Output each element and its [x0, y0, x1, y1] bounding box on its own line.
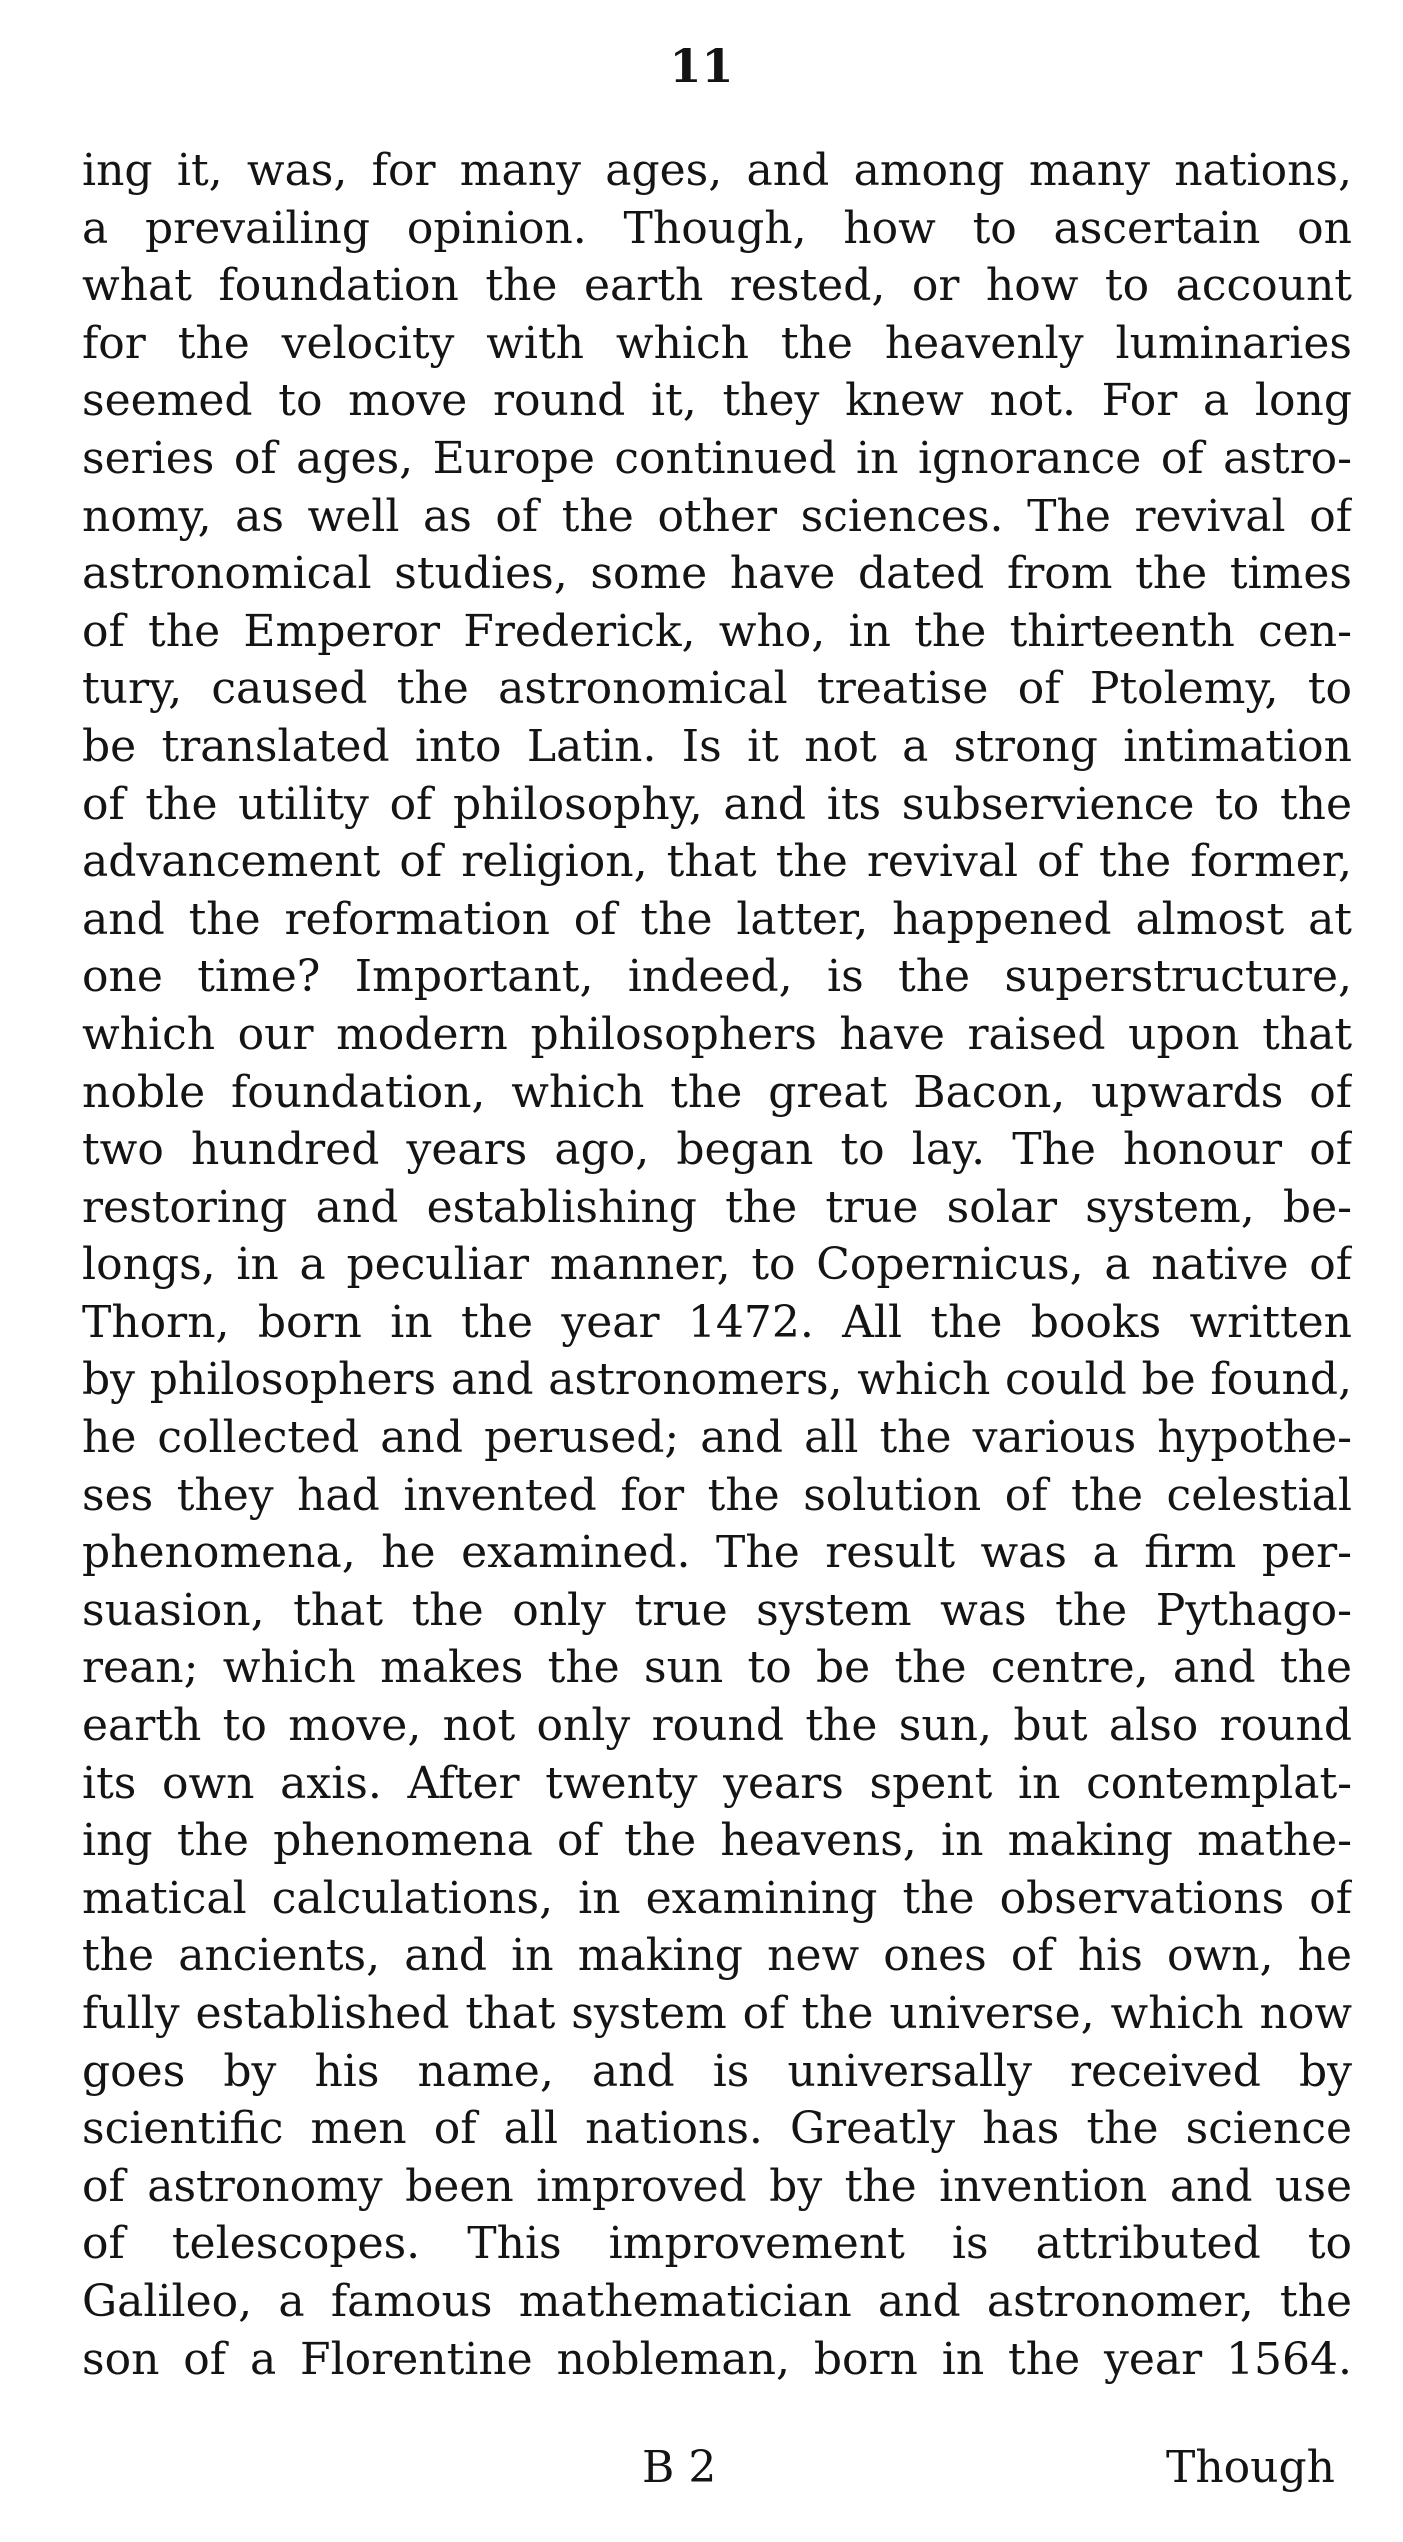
text-line: tury, caused the astronomical treatise of Ptolemy, to [82, 663, 1352, 715]
text-line: ing it, was, for many ages, and among many nations, [82, 145, 1352, 196]
page-number: 11 [669, 39, 734, 93]
text-line: noble foundation, which the great Bacon, upwards of [82, 1066, 1352, 1118]
body-text [82, 142, 1352, 2388]
text-line: advancement of religion, that the revival of the former, [82, 836, 1352, 888]
text-line: nomy, as well as of the other sciences. The revival of [82, 490, 1352, 542]
text-line: rean; which makes the sun to be the centre, and the [82, 1642, 1352, 1694]
text-line: fully established that system of the universe, which now [82, 1988, 1352, 2039]
text-line: for the velocity with which the heavenly luminaries [82, 317, 1352, 369]
text-line: the ancients, and in making new ones of his own, he [82, 1930, 1352, 1982]
text-line: one time? Important, indeed, is the superstructure, [82, 951, 1352, 1003]
text-line: of the Emperor Frederick, who, in the thirteenth cen- [82, 605, 1352, 657]
text-line: restoring and establishing the true solar system, be- [82, 1181, 1352, 1233]
text-line: be translated into Latin. Is it not a strong intimation [82, 720, 1352, 772]
page-footer [0, 2438, 1403, 2498]
text-line: goes by his name, and is universally received by [82, 2045, 1352, 2097]
text-line: son of a Florentine nobleman, born in the year 1564. [82, 2333, 1352, 2385]
text-line: seemed to move round it, they knew not. For a long [82, 375, 1352, 427]
text-line: suasion, that the only true system was the Pythago- [82, 1584, 1352, 1636]
text-line: Thorn, born in the year 1472. All the books written [82, 1296, 1352, 1348]
text-line: phenomena, he examined. The result was a firm per- [82, 1527, 1352, 1579]
text-line: what foundation the earth rested, or how to account [82, 260, 1352, 312]
text-line: a prevailing opinion. Though, how to ascertain on [82, 202, 1352, 254]
text-line: scientific men of all nations. Greatly has the science [82, 2103, 1352, 2155]
text-line: by philosophers and astronomers, which could be found, [82, 1354, 1352, 1406]
catchword: Though [1165, 2442, 1335, 2493]
text-line: ing the phenomena of the heavens, in making mathe- [82, 1815, 1352, 1867]
text-line: he collected and perused; and all the various hypothe- [82, 1412, 1352, 1464]
text-line: longs, in a peculiar manner, to Copernicus, a native of [82, 1239, 1352, 1291]
text-line: of astronomy been improved by the invention and use [82, 2160, 1352, 2212]
text-line: and the reformation of the latter, happened almost at [82, 893, 1352, 945]
text-line: astronomical studies, some have dated from the times [82, 548, 1352, 600]
text-line: its own axis. After twenty years spent in contemplat- [82, 1757, 1352, 1809]
text-line: matical calculations, in examining the observations of [82, 1872, 1352, 1924]
text-line: of the utility of philosophy, and its subservience to the [82, 778, 1352, 830]
text-line: series of ages, Europe continued in ignorance of astro- [82, 432, 1352, 484]
text-line: of telescopes. This improvement is attributed to [82, 2218, 1352, 2270]
text-line: earth to move, not only round the sun, but also round [82, 1700, 1352, 1752]
text-line: which our modern philosophers have raised upon that [82, 1008, 1352, 1060]
signature-mark: B 2 [642, 2442, 717, 2493]
text-line: two hundred years ago, began to lay. The honour of [82, 1124, 1352, 1176]
text-line: Galileo, a famous mathematician and astronomer, the [82, 2275, 1352, 2327]
text-line: ses they had invented for the solution of the celestial [82, 1469, 1352, 1521]
